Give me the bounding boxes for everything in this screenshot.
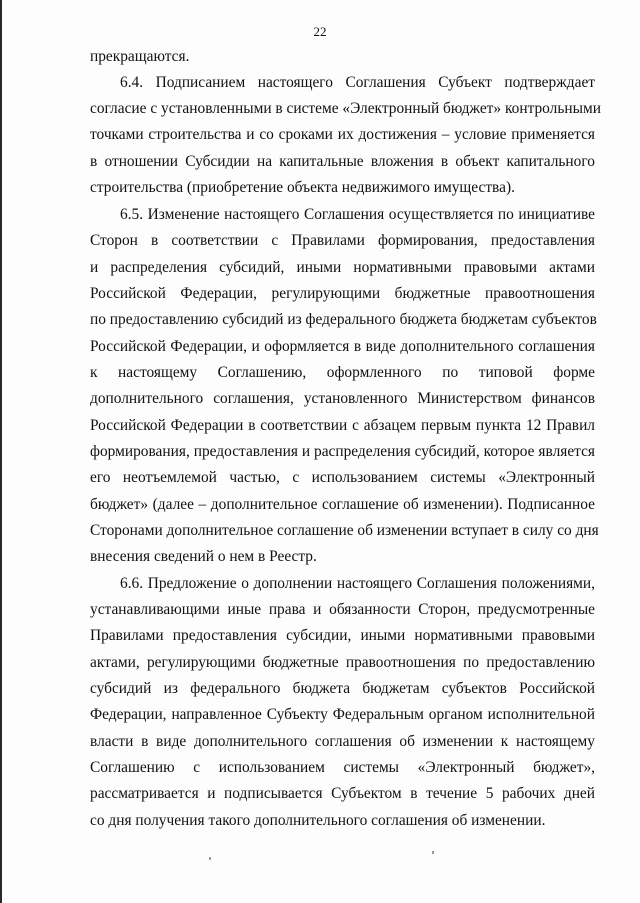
scan-edge xyxy=(0,0,2,903)
scan-speck xyxy=(209,857,211,860)
text-line: по предоставлению субсидий из федерального бюджета бюджетам субъектов xyxy=(90,311,597,328)
text-line: Соглашению с использованием системы «Электронный бюджет», xyxy=(90,759,595,776)
text-line: и распределения субсидий, иными нормативными правовыми актами xyxy=(90,259,595,276)
text-line: дополнительного соглашения, установленного Министерством финансов xyxy=(90,390,595,407)
text-line: 6.4. Подписанием настоящего Соглашения Субъект подтверждает xyxy=(120,74,595,91)
text-line: строительства (приобретение объекта недвижимого имущества). xyxy=(90,179,515,196)
text-line: прекращаются. xyxy=(90,48,190,65)
page-number: 22 xyxy=(313,24,327,39)
text-line: Российской Федерации в соответствии с абзацем первым пункта 12 Правил xyxy=(90,417,595,434)
text-line: Сторон в соответствии с Правилами формирования, предоставления xyxy=(90,232,595,249)
text-line: Федерации, направленное Субъекту Федеральным органом исполнительной xyxy=(90,706,595,723)
text-line: бюджет» (далее – дополнительное соглашение об изменении). Подписанное xyxy=(90,496,595,513)
text-line: Российской Федерации, и оформляется в виде дополнительного соглашения xyxy=(90,338,595,355)
text-line: со дня получения такого дополнительного соглашения об изменении. xyxy=(90,812,546,829)
text-line: актами, регулирующими бюджетные правоотношения по предоставлению xyxy=(90,654,595,671)
text-line: согласие с установленными в системе «Электронный бюджет» контрольными xyxy=(90,100,601,117)
text-line: Сторонами дополнительное соглашение об изменении вступает в силу со дня xyxy=(90,522,599,539)
text-line: 6.6. Предложение о дополнении настоящего Соглашения положениями, xyxy=(120,575,595,592)
text-line: Российской Федерации, регулирующими бюджетные правоотношения xyxy=(90,285,595,302)
text-line: к настоящему Соглашению, оформленного по типовой форме xyxy=(90,364,595,381)
text-line: в отношении Субсидии на капитальные вложения в объект капитального xyxy=(90,153,595,170)
text-line: рассматривается и подписывается Субъектом в течение 5 рабочих дней xyxy=(90,785,595,802)
text-line: формирования, предоставления и распределения субсидий, которое является xyxy=(90,443,595,460)
text-line: внесения сведений о нем в Реестр. xyxy=(90,548,317,565)
text-line: устанавливающими иные права и обязанности Сторон, предусмотренные xyxy=(90,601,595,618)
text-line: 6.5. Изменение настоящего Соглашения осуществляется по инициативе xyxy=(120,206,595,223)
text-line: его неотъемлемой частью, с использованием системы «Электронный xyxy=(90,469,595,486)
text-line: Правилами предоставления субсидии, иными нормативными правовыми xyxy=(90,627,595,644)
text-line: субсидий из федерального бюджета бюджетам субъектов Российской xyxy=(90,680,595,697)
text-line: власти в виде дополнительного соглашения об изменении к настоящему xyxy=(90,733,595,750)
text-line: точками строительства и со сроками их достижения – условие применяется xyxy=(90,126,595,143)
scan-speck xyxy=(432,851,434,854)
